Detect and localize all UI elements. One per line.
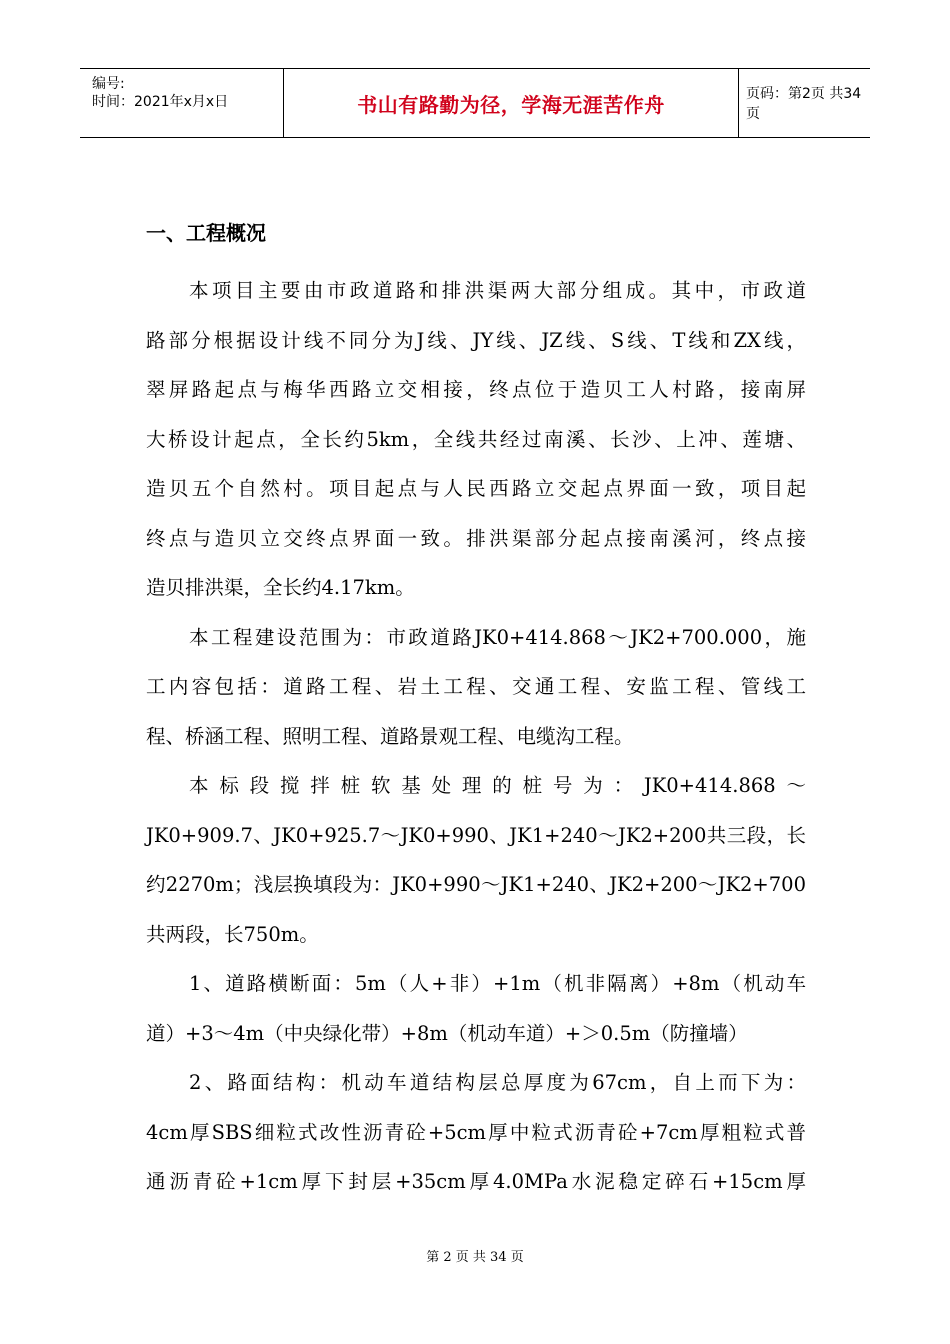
motto-text: 书山有路勤为径，学海无涯苦作舟 — [357, 92, 665, 117]
text-line: 本标段搅拌桩软基处理的桩号为：JK0+414.868～ — [189, 774, 806, 797]
header-motto — [283, 69, 739, 137]
text-line: 终点与造贝立交终点界面一致。排洪渠部分起点接南溪河，终点接 — [146, 526, 806, 550]
text-line: 本项目主要由市政道路和排洪渠两大部分组成。其中，市政道 — [189, 279, 806, 302]
text-line: 约2270m；浅层换填段为：JK0+990～JK1+240、JK2+200～JK2+700 — [146, 873, 806, 896]
text-line: 路部分根据设计线不同分为J线、JY线、JZ线、S线、T线和ZX线， — [146, 328, 806, 352]
text-line: 共两段，长750m。 — [146, 922, 319, 946]
text-line: 通沥青砼+1cm厚下封层+35cm厚4.0MPa水泥稳定碎石+15cm厚 — [146, 1170, 806, 1193]
page-footer: 第 2 页 共 34 页 — [426, 1250, 524, 1265]
document-number-label: 编号: — [92, 76, 125, 92]
text-line: 道）+3～4m（中央绿化带）+8m（机动车道）+＞0.5m（防撞墙） — [146, 1021, 748, 1045]
text-line: 1、道路横断面：5m（人+非）+1m（机非隔离）+8m（机动车 — [189, 972, 806, 995]
paragraph-soft-foundation — [146, 761, 806, 959]
text-line: 工内容包括：道路工程、岩土工程、交通工程、安监工程、管线工 — [146, 675, 806, 698]
text-line: 4cm厚SBS细粒式改性沥青砼+5cm厚中粒式沥青砼+7cm厚粗粒式普 — [146, 1120, 806, 1144]
paragraph-cross-section — [146, 959, 806, 1058]
document-date-label: 时间：2021年x月x日 — [92, 94, 229, 110]
text-line: JK0+909.7、JK0+925.7～JK0+990、JK1+240～JK2+200共三段，长 — [146, 823, 806, 847]
paragraph-scope — [146, 613, 806, 762]
page-header — [80, 68, 870, 138]
text-line: 大桥设计起点，全长约5km，全线共经过南溪、长沙、上冲、莲塘、 — [146, 427, 806, 451]
text-line: 翠屏路起点与梅华西路立交相接，终点位于造贝工人村路，接南屏 — [146, 378, 806, 401]
text-line: 2、路面结构：机动车道结构层总厚度为67cm，自上而下为： — [189, 1071, 806, 1094]
header-page-number: 页码：第2页 共34页 — [746, 86, 862, 122]
paragraph-overview — [146, 266, 806, 613]
header-meta — [80, 69, 283, 137]
text-line: 本工程建设范围为：市政道路JK0+414.868～JK2+700.000，施 — [189, 625, 806, 649]
text-line: 程、桥涵工程、照明工程、道路景观工程、电缆沟工程。 — [146, 724, 634, 748]
document-body — [146, 218, 806, 1207]
text-line: 造贝五个自然村。项目起点与人民西路立交起点界面一致，项目起 — [146, 477, 806, 500]
section-heading: 一、工程概况 — [146, 221, 266, 245]
text-line: 造贝排洪渠，全长约4.17km。 — [146, 576, 415, 599]
paragraph-pavement-structure — [146, 1058, 806, 1207]
